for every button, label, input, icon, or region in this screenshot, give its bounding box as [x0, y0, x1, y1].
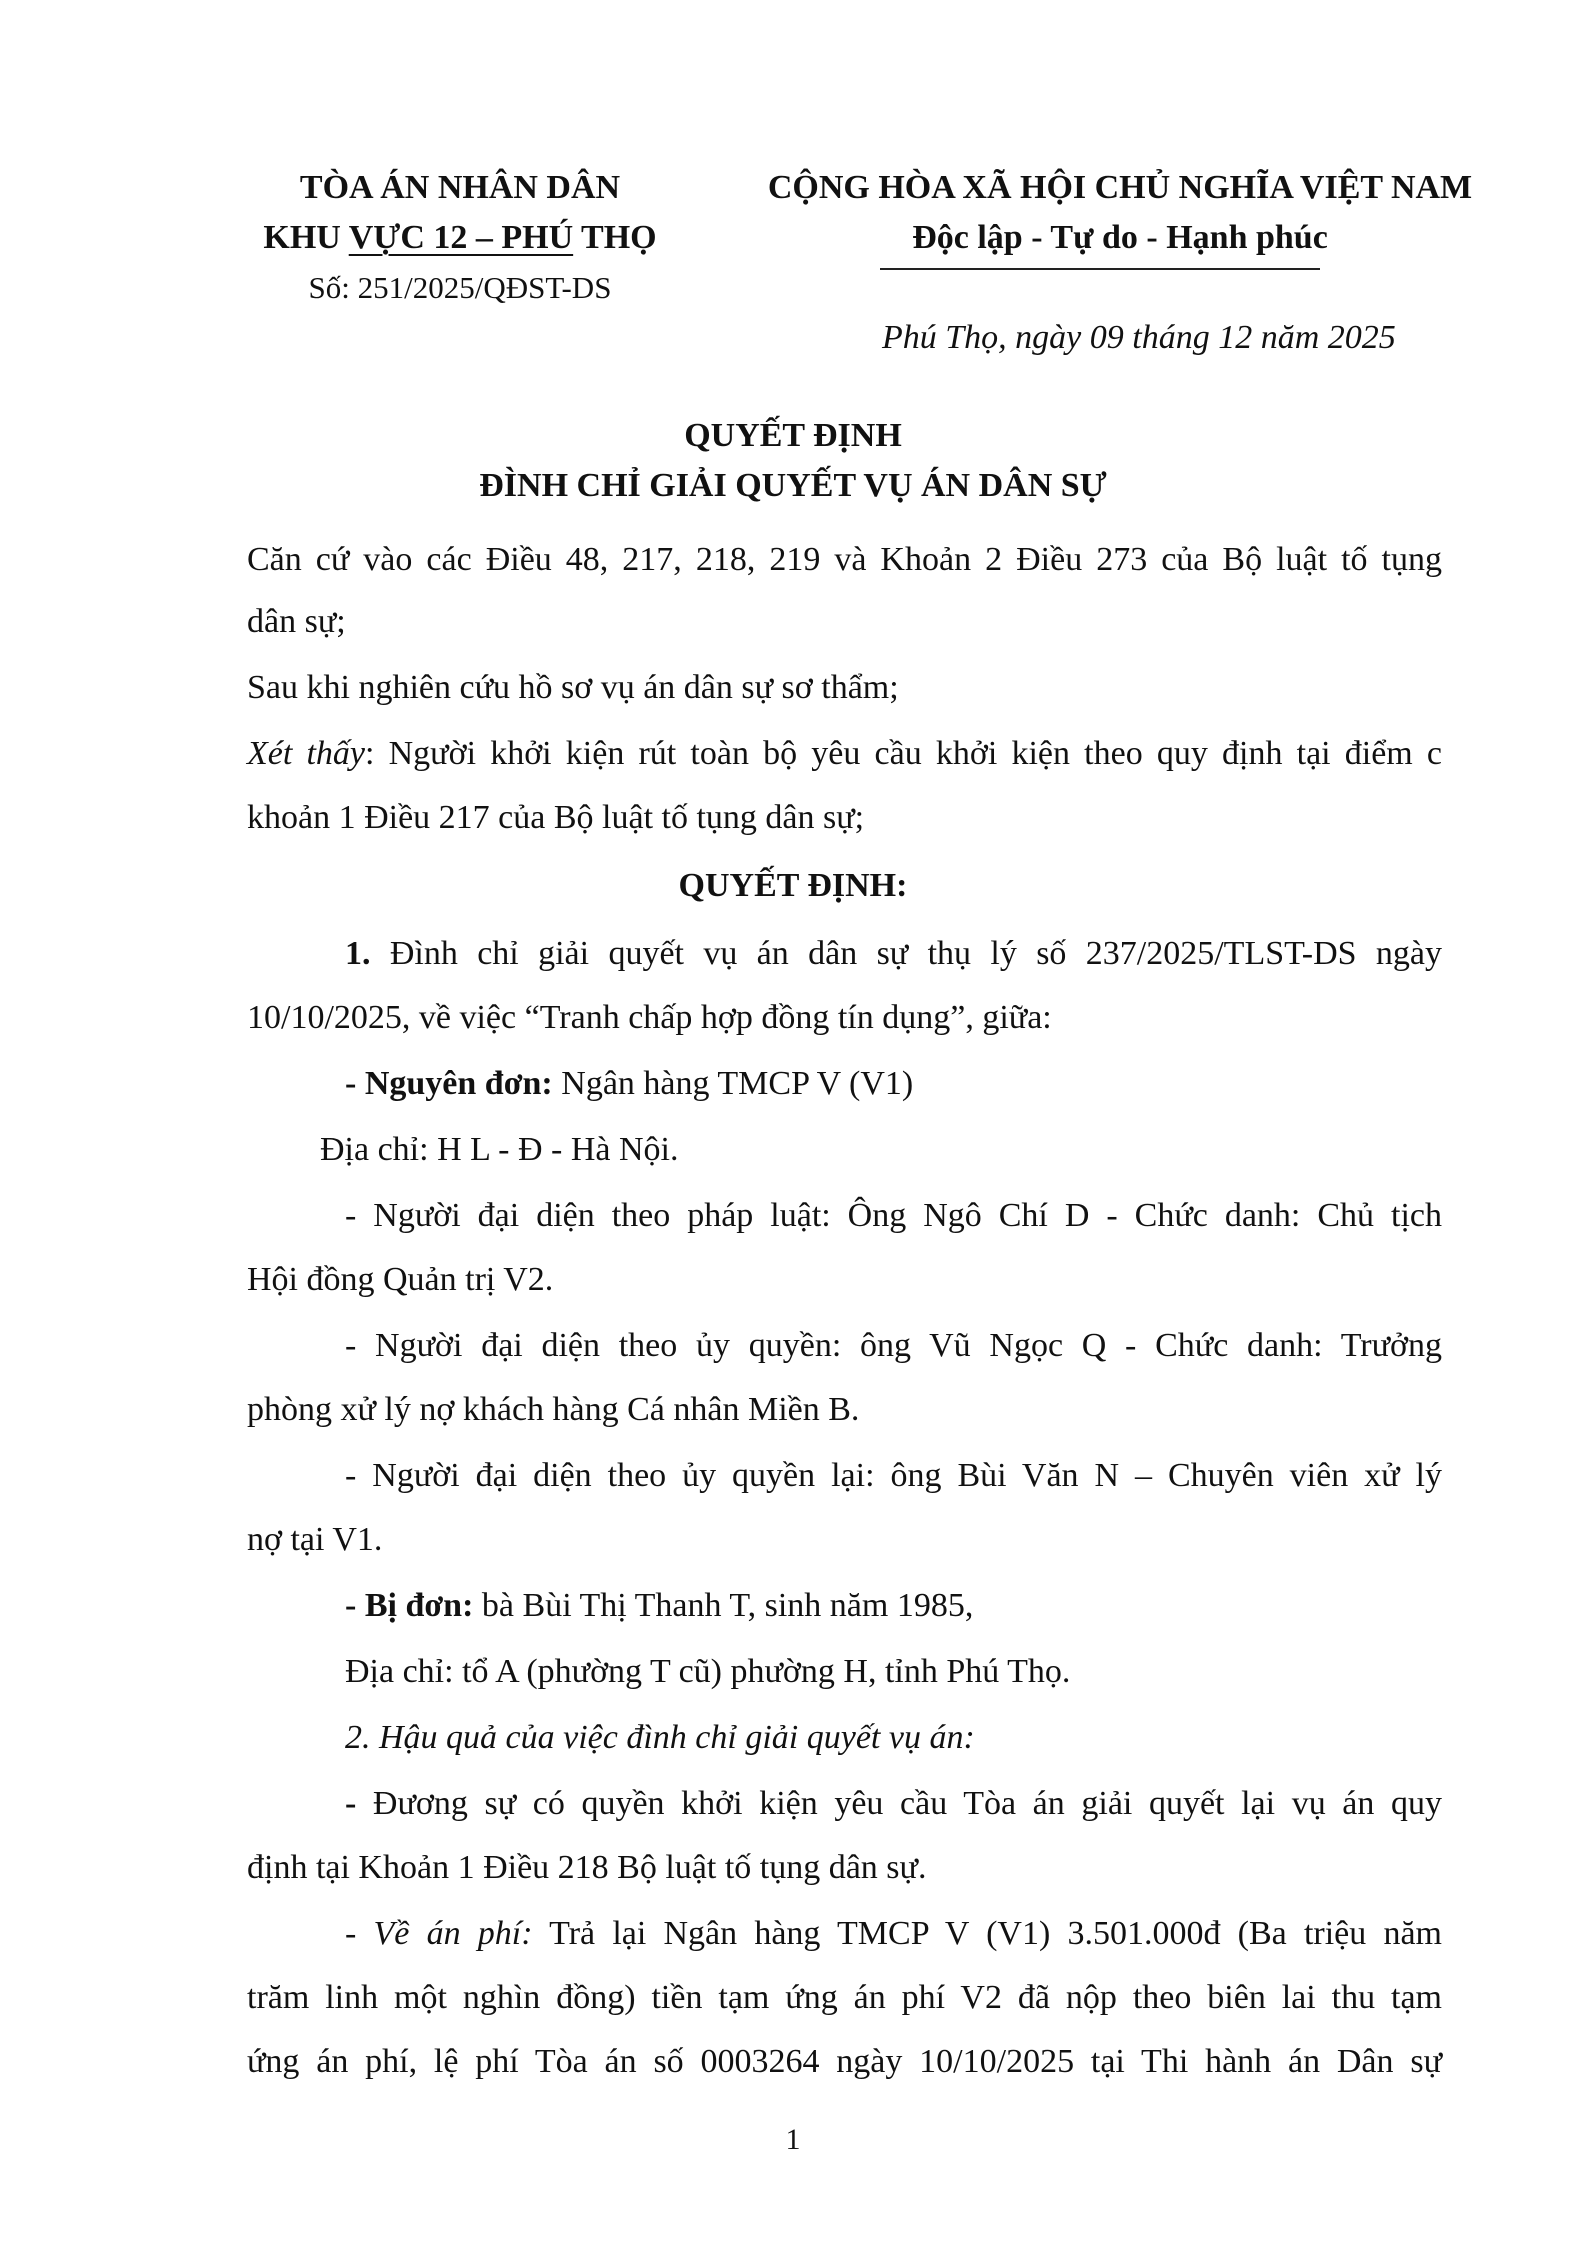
decision-subtitle: ĐÌNH CHỈ GIẢI QUYẾT VỤ ÁN DÂN SỰ [479, 467, 1107, 504]
auth-rep-text-1: - Người đại diện theo ủy quyền: ông Vũ Ngọc Q - Chức danh: Trưởng [345, 1327, 1442, 1364]
court-name: TÒA ÁN NHÂN DÂN [299, 169, 621, 206]
defendant-name: bà Bùi Thị Thanh T, sinh năm 1985, [473, 1587, 974, 1624]
preamble-finding [247, 732, 1442, 776]
right-line-2: định tại Khoản 1 Điều 218 Bộ luật tố tụng dân sự. [247, 1849, 927, 1886]
preamble-line-1 [247, 538, 1442, 582]
nation-name: CỘNG HÒA XÃ HỘI CHỦ NGHĨA VIỆT NAM [767, 169, 1473, 206]
page-number: 1 [785, 2123, 801, 2156]
court-region [230, 216, 690, 260]
right-statement: Đương sự có quyền khởi kiện yêu cầu Tòa án giải quyết lại vụ án quy [356, 1785, 1442, 1822]
defendant-line [345, 1584, 973, 1628]
legal-rep-line-1 [345, 1194, 1442, 1238]
item2-heading: 2. Hậu quả của việc đình chỉ giải quyết vụ án: [345, 1719, 975, 1756]
preamble-line-3: Sau khi nghiên cứu hồ sơ vụ án dân sự sơ thẩm; [247, 669, 899, 706]
fee-line-1 [345, 1912, 1442, 1956]
decision-title: QUYẾT ĐỊNH [684, 417, 902, 454]
nation-motto: Độc lập - Tự do - Hạnh phúc [912, 219, 1328, 256]
right-dash: - [345, 1785, 357, 1822]
preamble-line-5: khoản 1 Điều 217 của Bộ luật tố tụng dân sự; [247, 799, 865, 836]
item1-statement: Đình chỉ giải quyết vụ án dân sự thụ lý số 237/2025/TLST-DS ngày [370, 935, 1442, 972]
plaintiff-line [345, 1062, 913, 1106]
auth-rep-line-1 [345, 1324, 1442, 1368]
fee-line-2 [247, 1976, 1442, 2020]
court-region-part2: VỰC 12 – PHÚ [348, 219, 574, 256]
defendant-label: - Bị đơn: [345, 1587, 474, 1624]
finding-text: : Người khởi kiện rút toàn bộ yêu cầu khởi kiện theo quy định tại điểm c [365, 735, 1443, 772]
fee-text-2: trăm linh một nghìn đồng) tiền tạm ứng án phí V2 đã nộp theo biên lai thu tạm [247, 1979, 1442, 2016]
right-line-1 [345, 1782, 1442, 1826]
item1-text-1 [345, 932, 1442, 976]
preamble-text-1: Căn cứ vào các Điều 48, 217, 218, 219 và Khoản 2 Điều 273 của Bộ luật tố tụng [247, 541, 1442, 578]
plaintiff-name: Ngân hàng TMCP V (V1) [552, 1065, 914, 1102]
sub-rep-line-2: nợ tại V1. [247, 1521, 383, 1558]
item1-line-2: 10/10/2025, về việc “Tranh chấp hợp đồng tín dụng”, giữa: [247, 999, 1052, 1036]
item1-number: 1. [345, 935, 371, 972]
plaintiff-label: - Nguyên đơn: [345, 1065, 553, 1102]
fee-text-1 [345, 1912, 1442, 1956]
finding-label: Xét thấy [247, 735, 366, 772]
document-number: Số: 251/2025/QĐST-DS [308, 270, 612, 305]
motto-underline [880, 268, 1320, 270]
fee-text-3: ứng án phí, lệ phí Tòa án số 0003264 ngày 10/10/2025 tại Thi hành án Dân sự [247, 2043, 1442, 2080]
fee-line-3 [247, 2040, 1442, 2084]
court-region-part3: THỌ [573, 219, 657, 256]
plaintiff-address: Địa chỉ: H L - Đ - Hà Nội. [320, 1131, 679, 1168]
fee-statement: Trả lại Ngân hàng TMCP V (V1) 3.501.000đ (Ba triệu năm [532, 1915, 1442, 1952]
defendant-address: Địa chỉ: tổ A (phường T cũ) phường H, tỉnh Phú Thọ. [345, 1653, 1071, 1690]
fee-label: - Về án phí: [345, 1915, 533, 1952]
item1-line-1 [345, 932, 1442, 976]
legal-rep-text-1: - Người đại diện theo pháp luật: Ông Ngô Chí D - Chức danh: Chủ tịch [345, 1197, 1442, 1234]
auth-rep-line-2: phòng xử lý nợ khách hàng Cá nhân Miền B. [247, 1391, 860, 1428]
preamble-line-2: dân sự; [247, 603, 346, 640]
preamble-line-4 [247, 732, 1442, 776]
right-text-1 [345, 1782, 1442, 1826]
sub-rep-text-1: - Người đại diện theo ủy quyền lại: ông Bùi Văn N – Chuyên viên xử lý [345, 1457, 1442, 1494]
decision-heading: QUYẾT ĐỊNH: [678, 867, 908, 904]
sub-rep-line-1 [345, 1454, 1442, 1498]
court-region-part1: KHU [263, 219, 349, 256]
legal-rep-line-2: Hội đồng Quản trị V2. [247, 1261, 554, 1298]
place-date: Phú Thọ, ngày 09 tháng 12 năm 2025 [882, 319, 1396, 356]
